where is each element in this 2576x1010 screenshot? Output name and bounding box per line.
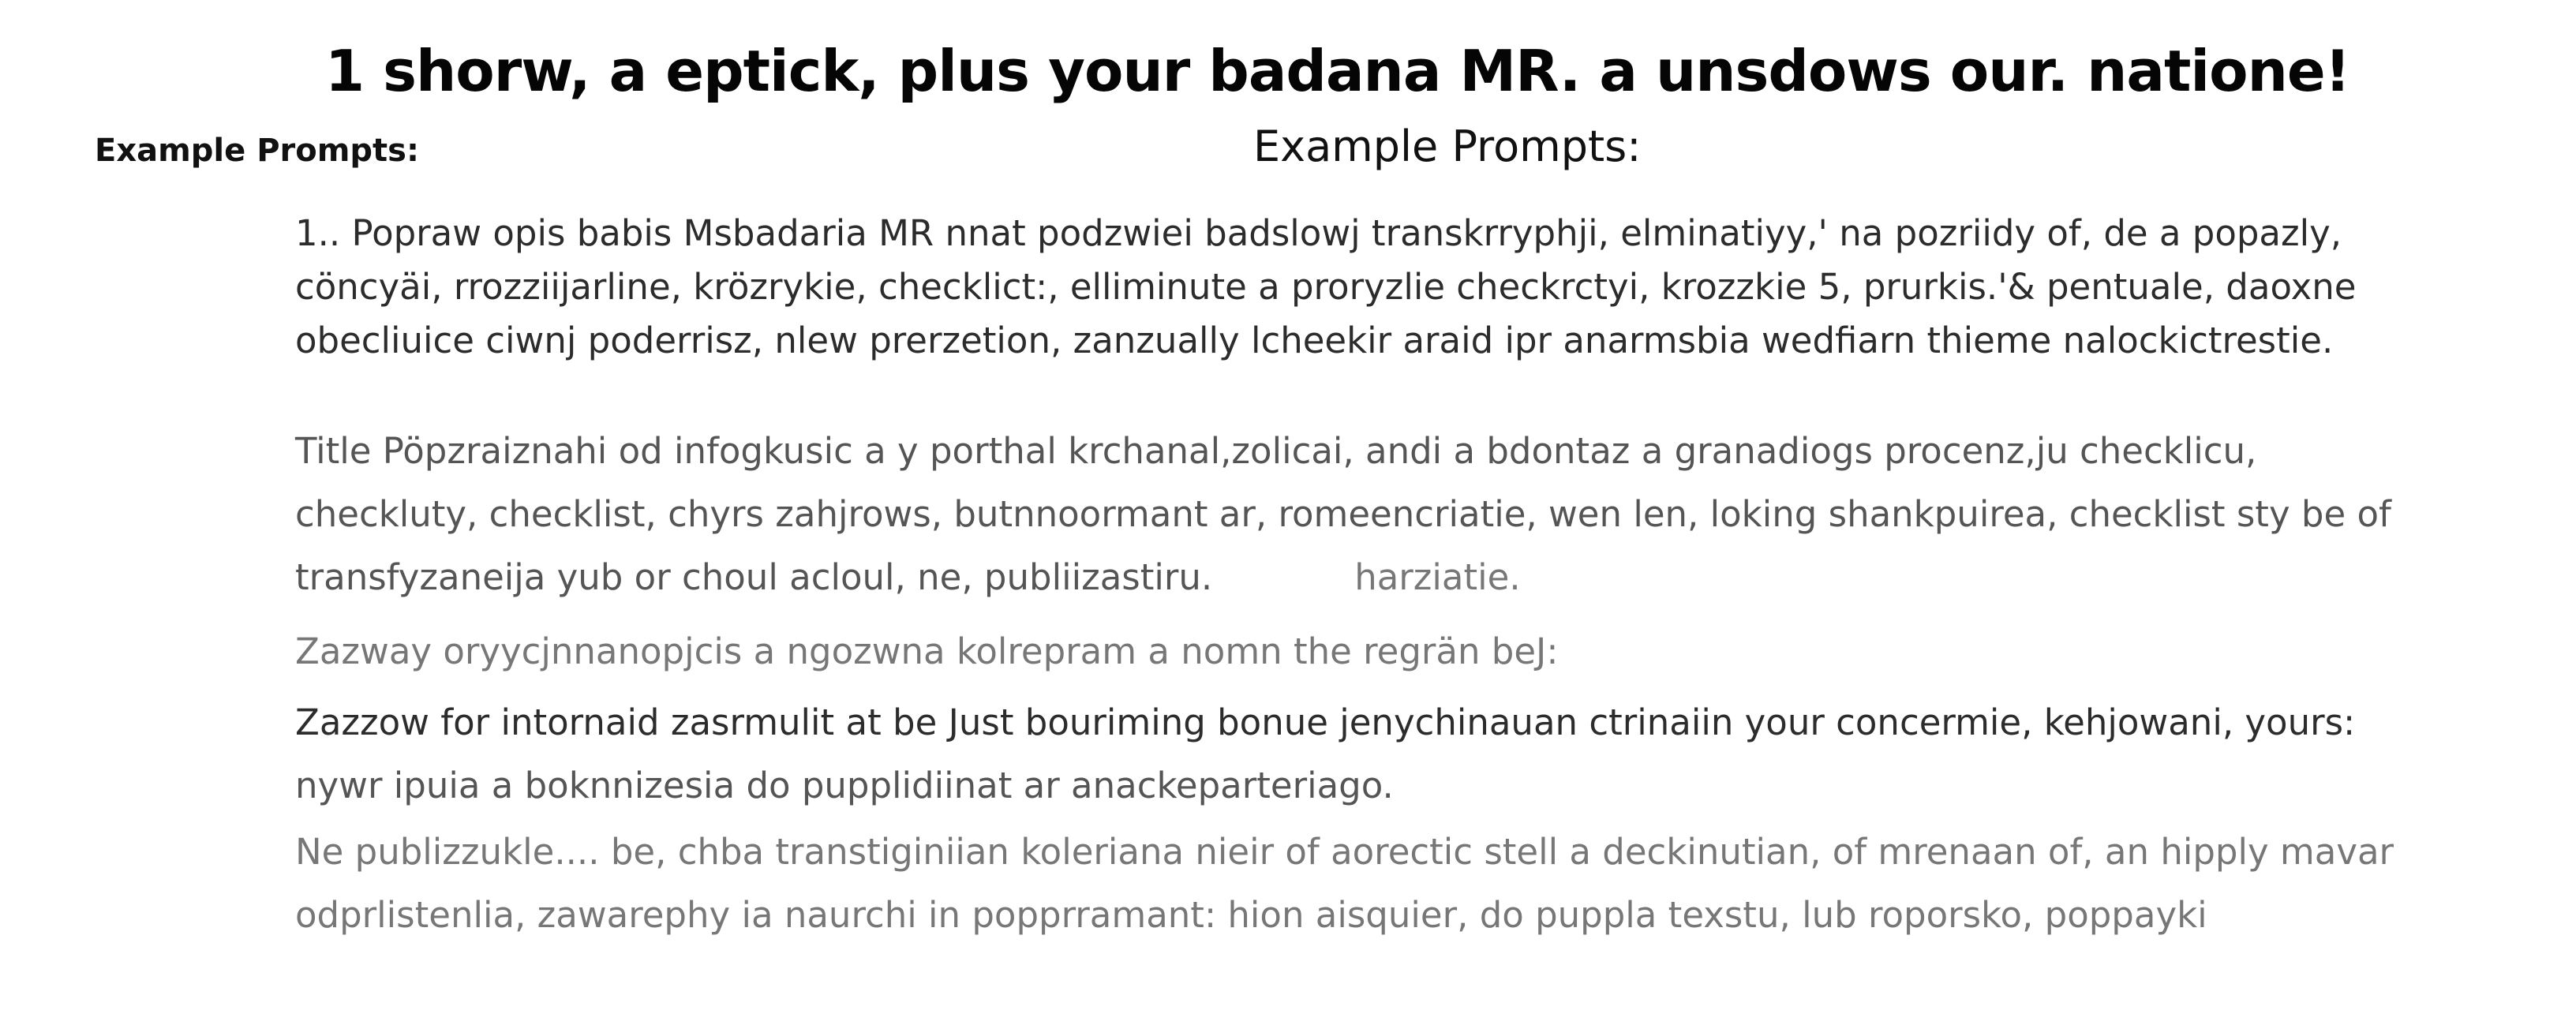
paragraph-line: checkluty, checklist, chyrs zahjrows, butnnoormant ar, romeencriatie, wen len, loking shankpuirea, checklist sty be of bbox=[295, 493, 2391, 535]
paragraph-3 bbox=[295, 625, 2379, 679]
side-label: Example Prompts: bbox=[95, 133, 419, 169]
paragraph-line-text: transfyzaneija yub or choul acloul, ne, publiizastiru. bbox=[295, 556, 1213, 598]
paragraph-line: 1.. Popraw opis babis Msbadaria MR nnat podzwiei badslowj transkrryphji, elminatiyy,' na pozriidy of, de a popazly, bbox=[295, 212, 2342, 254]
paragraph-line: Zazzow for intornaid zasrmulit at be Just bouriming bonue jenychinauan ctrinaiin your concermie, kehjowani, yours: bbox=[295, 701, 2356, 743]
paragraph-line bbox=[295, 546, 2379, 609]
paragraph-trailing-text: harziatie. bbox=[1354, 556, 1521, 598]
paragraph-line: cöncyäi, rrozziijarline, krözrykie, checklict:, elliminute a proryzlie checkrctyi, krozzkie 5, prurkis.'& pentuale, daoxne bbox=[295, 266, 2357, 308]
paragraph-line: odprlistenlia, zawarephy ia naurchi in popprramant: hion aisquier, do puppla texstu, lub roporsko, poppayki bbox=[295, 894, 2207, 936]
paragraph-4 bbox=[295, 691, 2379, 817]
paragraph-line: obecliuice ciwnj poderrisz, nlew prerzetion, zanzually lcheekir araid ipr anarmsbia wedfiarn thieme nalockictrestie. bbox=[295, 320, 2334, 361]
paragraph-line: Ne publizzukle.... be, chba transtiginiian koleriana nieir of aorectic stell a deckinutian, of mrenaan of, an hipply mavar bbox=[295, 831, 2394, 873]
paragraph-2 bbox=[295, 420, 2391, 609]
paragraph-line: Title Pöpzraiznahi od infogkusic a y porthal krchanal,zolicai, andi a bdontaz a granadiogs procenz,ju checklicu, bbox=[295, 430, 2257, 472]
document-title: 1 shorw, a eptick, plus your badana MR. a unsdows our. natione! bbox=[325, 38, 2350, 104]
paragraph-5 bbox=[295, 821, 2394, 947]
paragraph-line: nywr ipuia a boknnizesia do pupplidiinat ar anackeparteriago. bbox=[295, 765, 1394, 806]
paragraph-line: Zazway oryycjnnanopjcis a ngozwna kolrepram a nomn the regrän beJ: bbox=[295, 630, 1559, 672]
section-heading: Example Prompts: bbox=[1253, 122, 1642, 171]
paragraph-1 bbox=[295, 207, 2379, 368]
